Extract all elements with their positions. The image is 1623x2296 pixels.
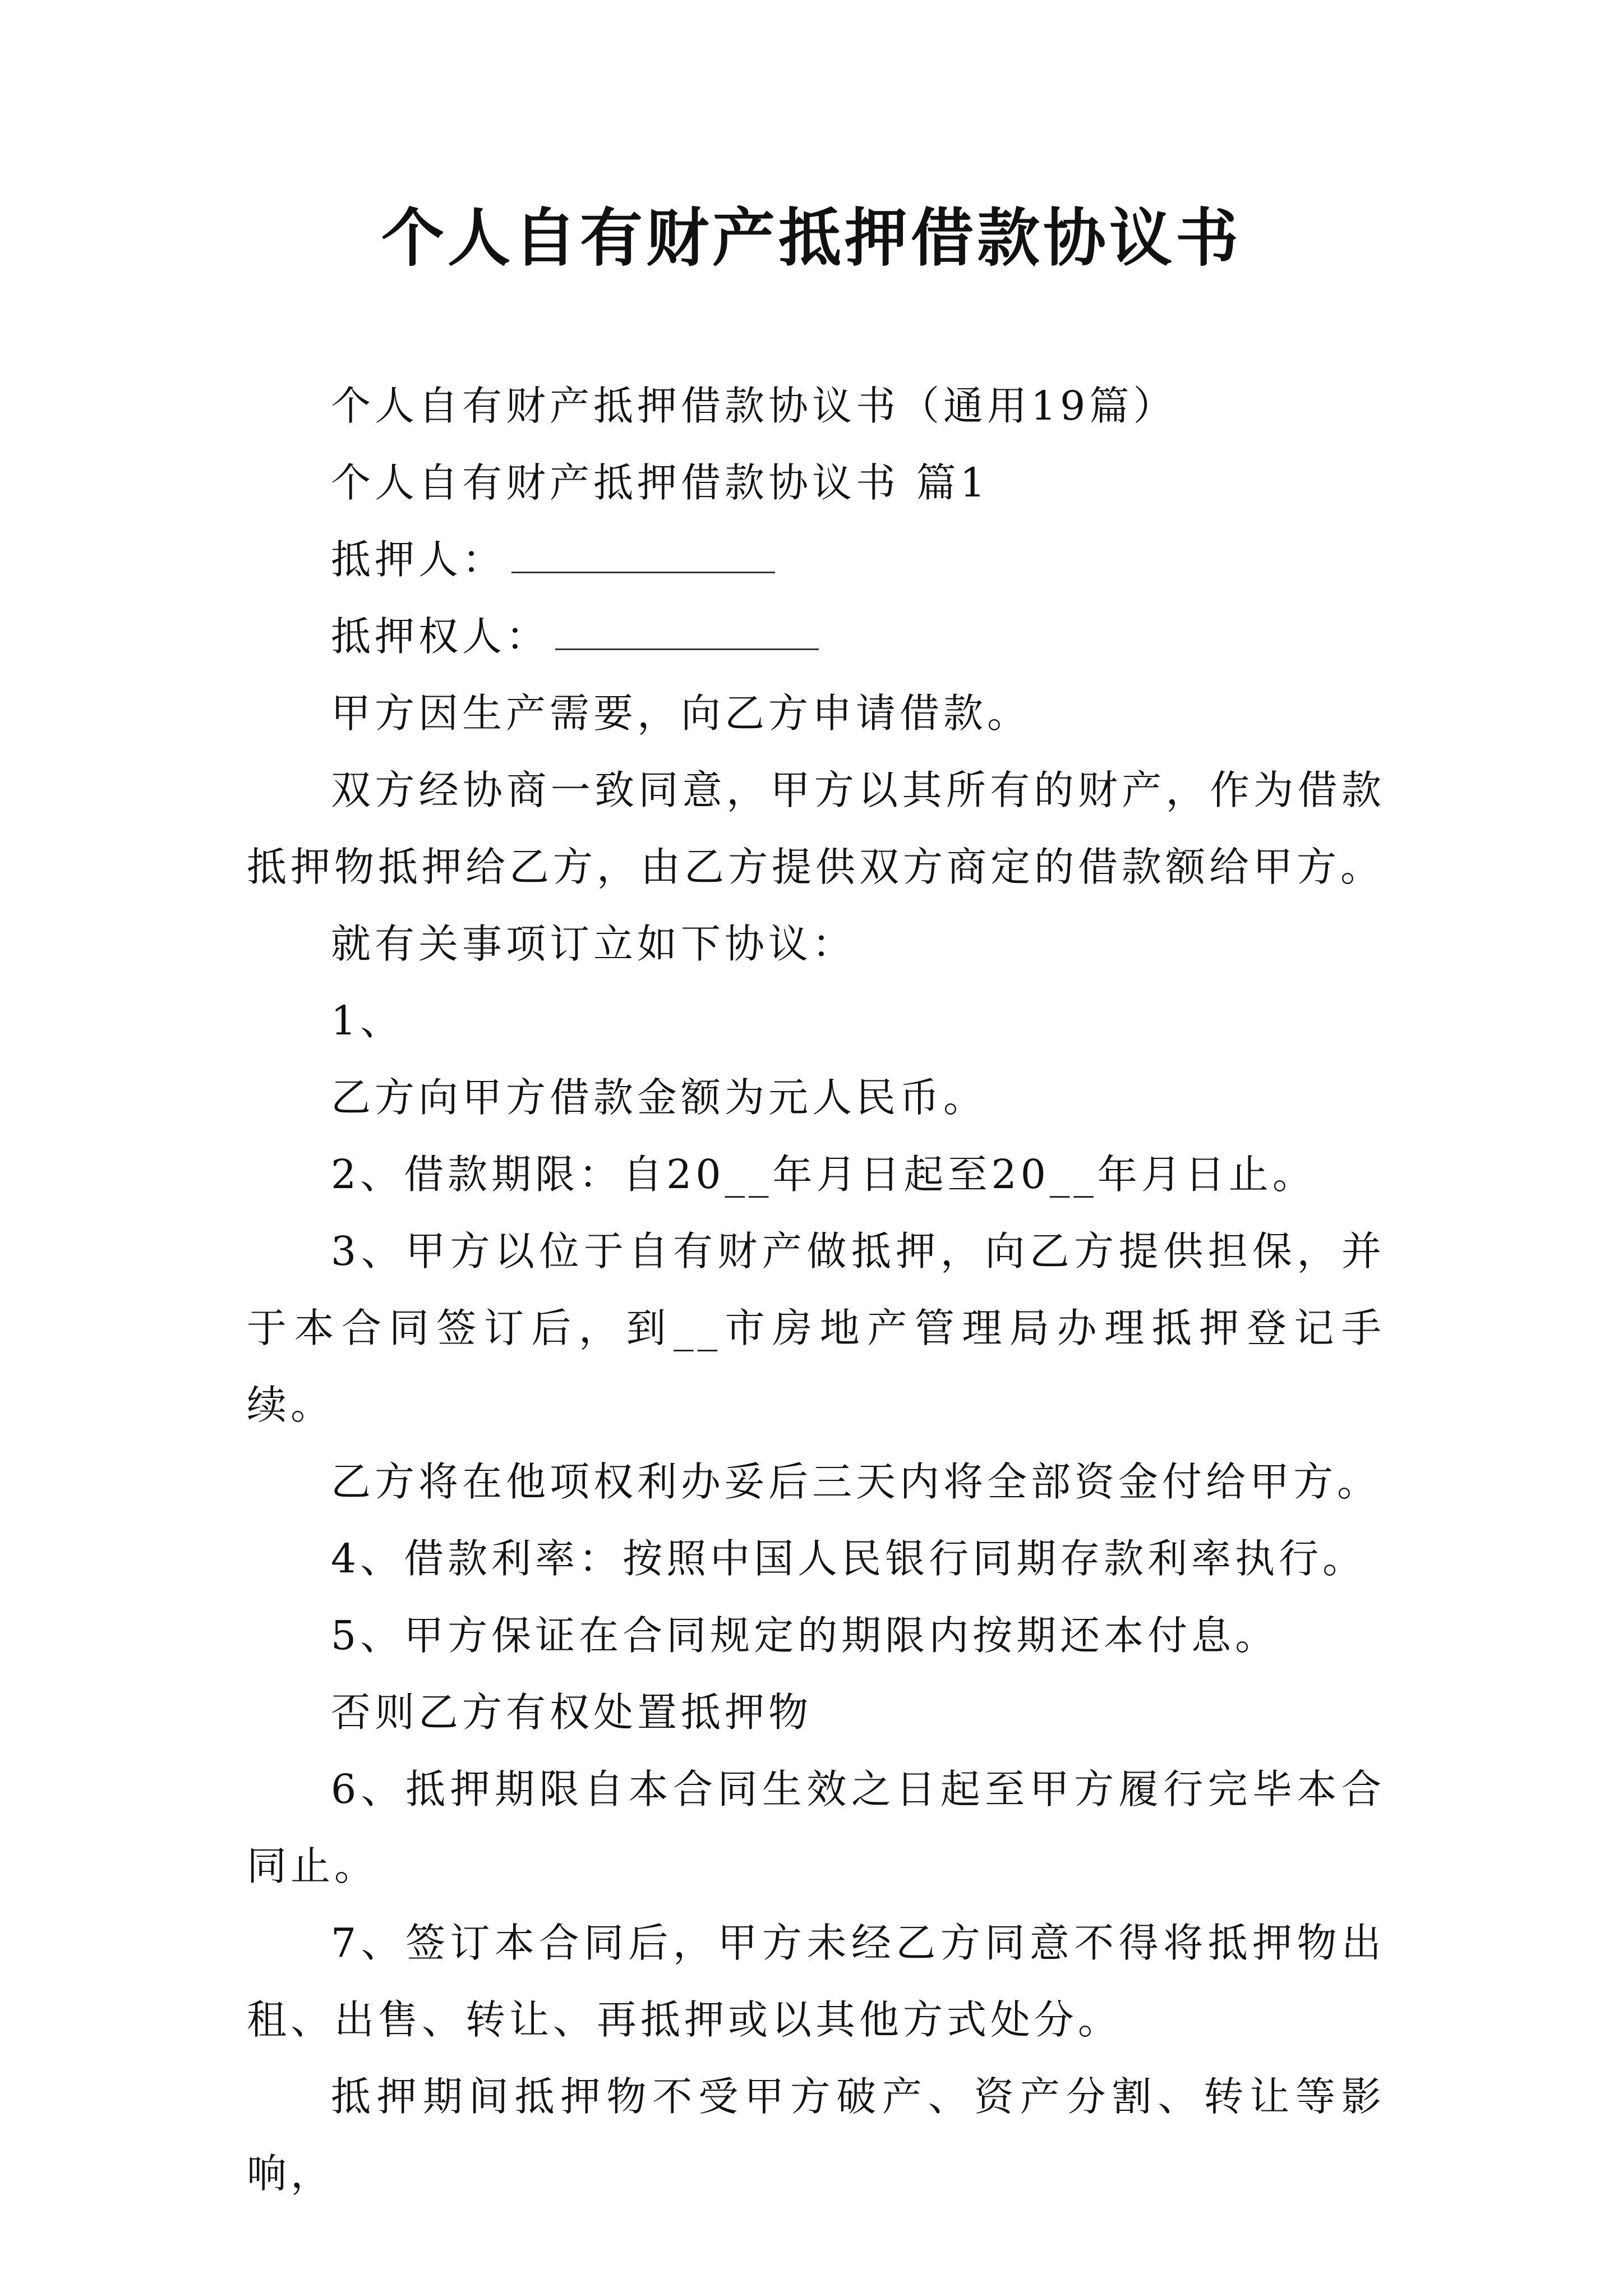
document-body (247, 367, 1385, 2212)
mortgagor-blank-line (511, 532, 775, 573)
paragraph: 双方经协商一致同意，甲方以其所有的财产，作为借款抵押物抵押给乙方，由乙方提供双方商定的借款额给甲方。 (247, 767, 1385, 890)
paragraph: 乙方向甲方借款金额为元人民币。 (331, 1074, 988, 1121)
paragraph: 3、甲方以位于自有财产做抵押，向乙方提供担保，并于本合同签订后，到__市房地产管理局办理抵押登记手续。 (247, 1228, 1385, 1428)
mortgagor-label: 抵押人： (331, 536, 506, 583)
mortgagee-blank-line (555, 609, 819, 650)
paragraph-section-heading: 个人自有财产抵押借款协议书 篇1 (331, 459, 989, 506)
paragraph-subtitle: 个人自有财产抵押借款协议书（通用19篇） (331, 383, 1177, 429)
paragraph: 7、签订本合同后，甲方未经乙方同意不得将抵押物出租、出售、转让、再抵押或以其他方式处分。 (247, 1920, 1385, 2043)
paragraph-mortgagee (247, 598, 1385, 675)
mortgagee-label: 抵押权人： (331, 613, 550, 660)
paragraph-mortgagor (247, 521, 1385, 598)
paragraph: 4、借款利率：按照中国人民银行同期存款利率执行。 (331, 1535, 1367, 1582)
paragraph: 甲方因生产需要，向乙方申请借款。 (331, 690, 1031, 737)
paragraph: 否则乙方有权处置抵押物 (331, 1689, 813, 1736)
document-title: 个人自有财产抵押借款协议书 (381, 202, 1242, 275)
paragraph: 乙方将在他项权利办妥后三天内将全部资金付给甲方。 (331, 1458, 1381, 1505)
paragraph: 1、 (331, 997, 404, 1044)
paragraph: 抵押期间抵押物不受甲方破产、资产分割、转让等影响， (247, 2073, 1385, 2197)
paragraph: 6、抵押期限自本合同生效之日起至甲方履行完毕本合同止。 (247, 1766, 1385, 1889)
paragraph: 5、甲方保证在合同规定的期限内按期还本付息。 (331, 1612, 1279, 1659)
paragraph: 就有关事项订立如下协议： (331, 921, 856, 967)
paragraph: 2、借款期限：自20__年月日起至20__年月日止。 (331, 1151, 1316, 1198)
